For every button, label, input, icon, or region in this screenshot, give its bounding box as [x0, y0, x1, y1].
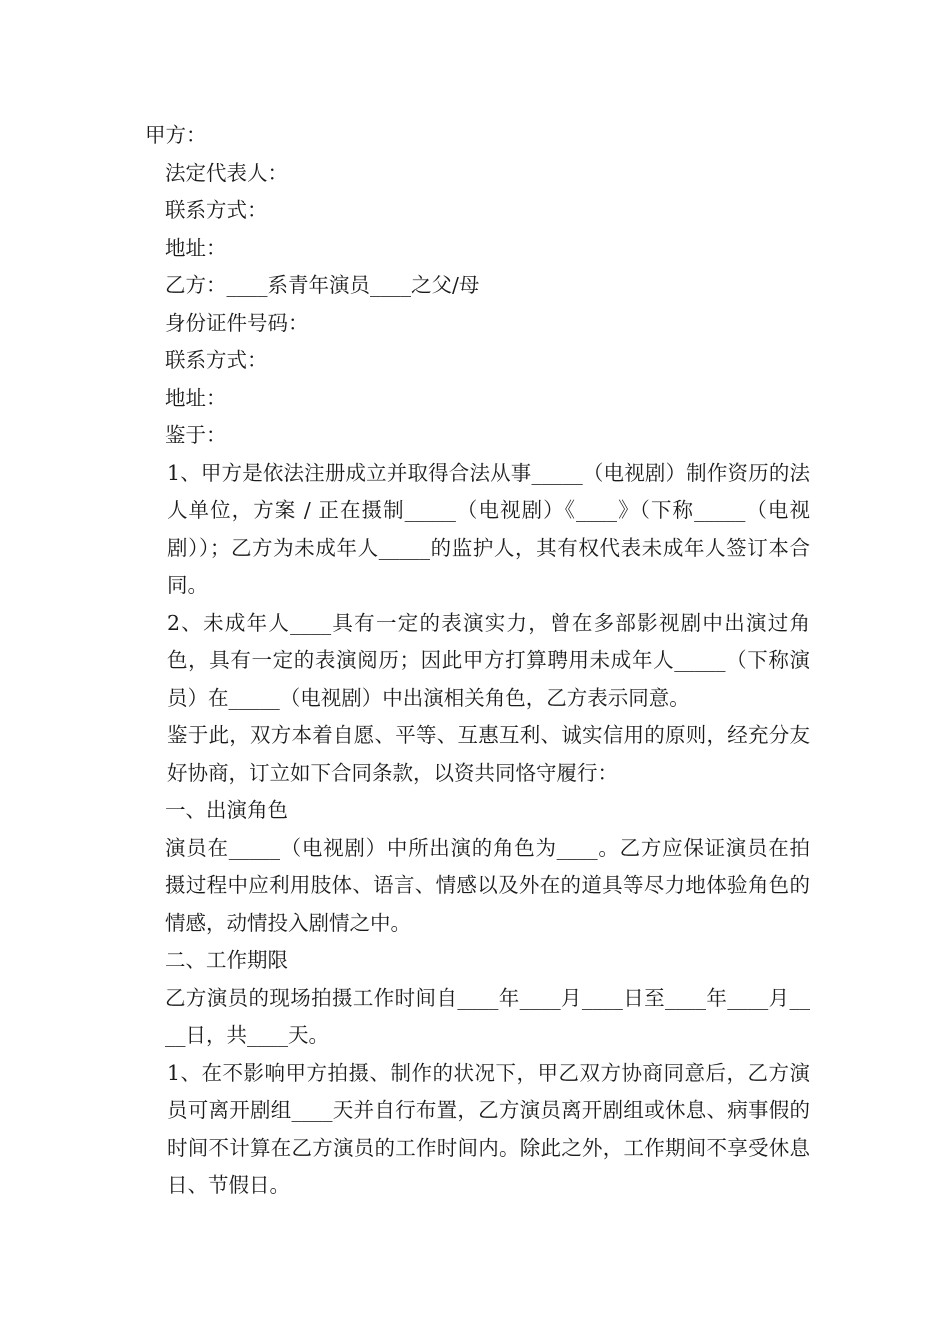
section-2-body: 乙方演员的现场拍摄工作时间自____年____月____日至____年____月____日，共____天。	[165, 985, 810, 1047]
party-a-contact: 联系方式：	[165, 198, 268, 222]
clause-1: 1、甲方是依法注册成立并取得合法从事_____（电视剧）制作资历的法人单位，方案 / 正在摄制_____（电视剧）《____》（下称_____（电视剧））；乙方为未成年人_____的监护人，其有权代表未成年人签订本合同。	[167, 460, 810, 597]
clause-2: 2、未成年人____具有一定的表演实力，曾在多部影视剧中出演过角色，具有一定的表演阅历；因此甲方打算聘用未成年人_____（下称演员）在_____（电视剧）中出演相关角色，乙方表示同意。	[167, 610, 810, 710]
contract-body	[145, 117, 810, 1205]
party-b-contact: 联系方式：	[165, 348, 268, 372]
section-1-title: 一、出演角色	[165, 798, 288, 822]
party-a-legal-rep: 法定代表人：	[165, 160, 288, 185]
party-a-label: 甲方：	[145, 123, 207, 147]
party-b-label: 乙方：____系青年演员____之父/母	[165, 273, 480, 297]
section-2-title: 二、工作期限	[165, 948, 288, 972]
party-b-id-number: 身份证件号码：	[165, 310, 309, 335]
preamble: 鉴于此，双方本着自愿、平等、互惠互利、诚实信用的原则，经充分友好协商，订立如下合同条款，以资共同恪守履行：	[167, 723, 810, 785]
party-b-address: 地址：	[165, 385, 227, 410]
section-2-item-1: 1、在不影响甲方拍摄、制作的状况下，甲乙双方协商同意后，乙方演员可离开剧组____天并自行布置，乙方演员离开剧组或休息、病事假的时间不计算在乙方演员的工作时间内。除此之外，工作期间不享受休息日、节假日。	[167, 1060, 810, 1197]
party-a-address: 地址：	[165, 235, 227, 260]
section-1-body: 演员在_____（电视剧）中所出演的角色为____。乙方应保证演员在拍摄过程中应利用肢体、语言、情感以及外在的道具等尽力地体验角色的情感，动情投入剧情之中。	[165, 835, 810, 935]
whereas-heading: 鉴于：	[165, 423, 227, 447]
